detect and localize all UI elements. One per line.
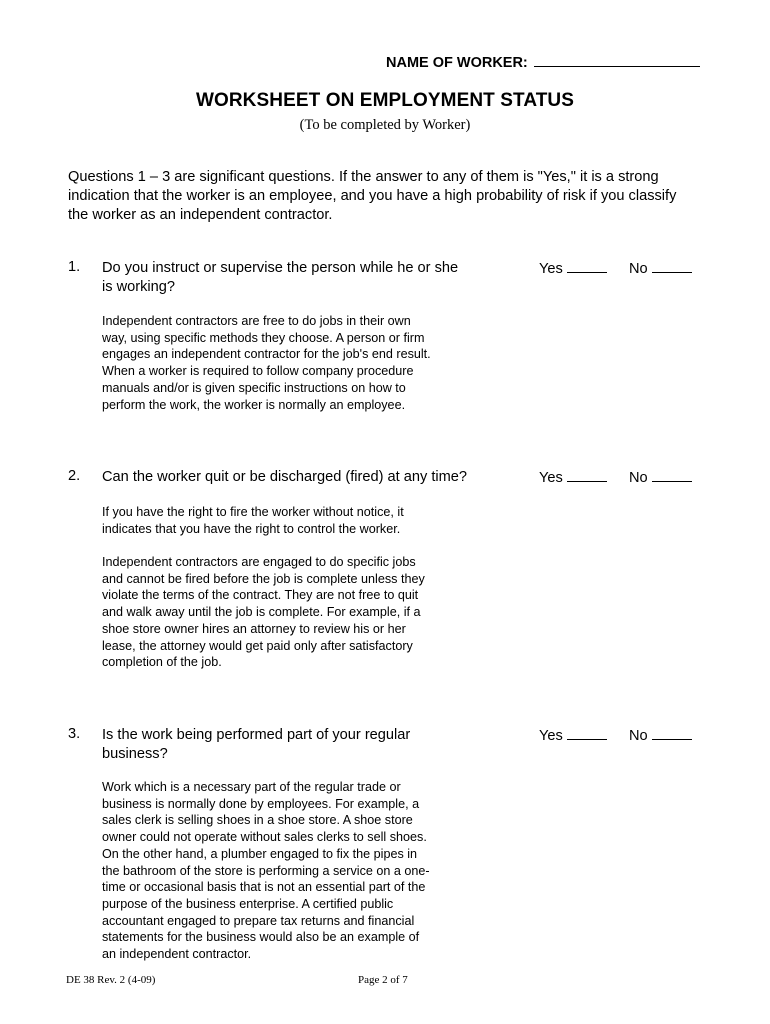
- explanation-line: way, using specific methods they choose. A person or firm: [102, 330, 425, 345]
- no-label: No: [629, 470, 648, 486]
- question-2-no[interactable]: [629, 468, 692, 486]
- question-3-yes[interactable]: [539, 726, 607, 744]
- explanation-line: shoe store owner hires an attorney to review his or her: [102, 621, 406, 636]
- form-identifier: DE 38 Rev. 2 (4-09): [66, 974, 156, 986]
- explanation-line: purpose of the business enterprise. A certified public: [102, 896, 394, 911]
- no-answer-blank[interactable]: [652, 468, 692, 482]
- intro-line: the worker as an independent contractor.: [68, 207, 333, 223]
- explanation-line: manuals and/or is given specific instructions on how to: [102, 380, 406, 395]
- explanation-line: the bathroom of the store is performing a service on a one-: [102, 863, 430, 878]
- explanation-line: owner could not operate without sales clerks to sell shoes.: [102, 830, 427, 845]
- question-1-yes[interactable]: [539, 259, 607, 277]
- intro-paragraph: [68, 168, 718, 225]
- explanation-line: When a worker is required to follow company procedure: [102, 364, 414, 379]
- name-of-worker-label: NAME OF WORKER:: [386, 55, 528, 71]
- page-title: WORKSHEET ON EMPLOYMENT STATUS: [195, 90, 575, 111]
- question-3-no[interactable]: [629, 726, 692, 744]
- page-subtitle: (To be completed by Worker): [299, 117, 471, 133]
- question-line: business?: [102, 746, 168, 762]
- explanation-line: and cannot be fired before the job is complete unless they: [102, 571, 425, 586]
- explanation-line: engages an independent contractor for the job's end result.: [102, 347, 431, 362]
- explanation-line: violate the terms of the contract. They are not free to quit: [102, 588, 419, 603]
- explanation-line: and walk away until the job is complete. For example, if a: [102, 605, 421, 620]
- explanation-line: accountant engaged to prepare tax returns and financial: [102, 913, 415, 928]
- explanation-line: sales clerk is selling shoes in a shoe store. A shoe store: [102, 813, 413, 828]
- explanation-line: Independent contractors are engaged to do specific jobs: [102, 555, 416, 569]
- explanation-line: Independent contractors are free to do jobs in their own: [102, 314, 411, 328]
- question-line: is working?: [102, 279, 175, 295]
- no-label: No: [629, 261, 648, 277]
- yes-label: Yes: [539, 261, 563, 277]
- question-line: Is the work being performed part of your regular: [102, 727, 411, 743]
- question-1-number: 1.: [68, 259, 81, 275]
- question-3-explanation: [102, 779, 430, 963]
- yes-answer-blank[interactable]: [567, 726, 607, 740]
- question-1-no[interactable]: [629, 259, 692, 277]
- name-of-worker-field[interactable]: [534, 52, 700, 67]
- question-1-explanation: [102, 313, 431, 413]
- yes-answer-blank[interactable]: [567, 259, 607, 273]
- explanation-line: completion of the job.: [102, 655, 222, 670]
- no-label: No: [629, 728, 648, 744]
- question-3-number: 3.: [68, 726, 81, 742]
- explanation-line: indicates that you have the right to control the worker.: [102, 521, 401, 536]
- no-answer-blank[interactable]: [652, 726, 692, 740]
- page-number: Page 2 of 7: [358, 974, 408, 986]
- explanation-line: Work which is a necessary part of the regular trade or: [102, 780, 401, 794]
- explanation-line: If you have the right to fire the worker without notice, it: [102, 505, 404, 519]
- yes-label: Yes: [539, 728, 563, 744]
- explanation-line: an independent contractor.: [102, 947, 252, 962]
- question-1-text: [102, 259, 458, 297]
- question-2-number: 2.: [68, 468, 81, 484]
- intro-line: Questions 1 – 3 are significant questions. If the answer to any of them is "Yes," it is a strong: [68, 169, 659, 185]
- question-3-text: [102, 726, 410, 764]
- explanation-line: On the other hand, a plumber engaged to fix the pipes in: [102, 846, 418, 861]
- explanation-line: time or occasional basis that is not an essential part of the: [102, 880, 426, 895]
- name-of-worker-row: [386, 52, 700, 71]
- yes-label: Yes: [539, 470, 563, 486]
- explanation-line: statements for the business would also be an example of: [102, 930, 420, 945]
- question-line: Do you instruct or supervise the person while he or she: [102, 260, 459, 276]
- question-line: Can the worker quit or be discharged (fired) at any time?: [102, 469, 468, 485]
- question-2-yes[interactable]: [539, 468, 607, 486]
- explanation-line: business is normally done by employees. For example, a: [102, 796, 420, 811]
- question-2-text: [102, 468, 467, 487]
- yes-answer-blank[interactable]: [567, 468, 607, 482]
- question-2-explanation-1: [102, 504, 404, 537]
- no-answer-blank[interactable]: [652, 259, 692, 273]
- intro-line: indication that the worker is an employee, and you have a high probability of risk if you classify: [68, 188, 677, 204]
- explanation-line: perform the work, the worker is normally an employee.: [102, 397, 406, 412]
- explanation-line: lease, the attorney would get paid only after satisfactory: [102, 638, 413, 653]
- question-2-explanation-2: [102, 554, 425, 671]
